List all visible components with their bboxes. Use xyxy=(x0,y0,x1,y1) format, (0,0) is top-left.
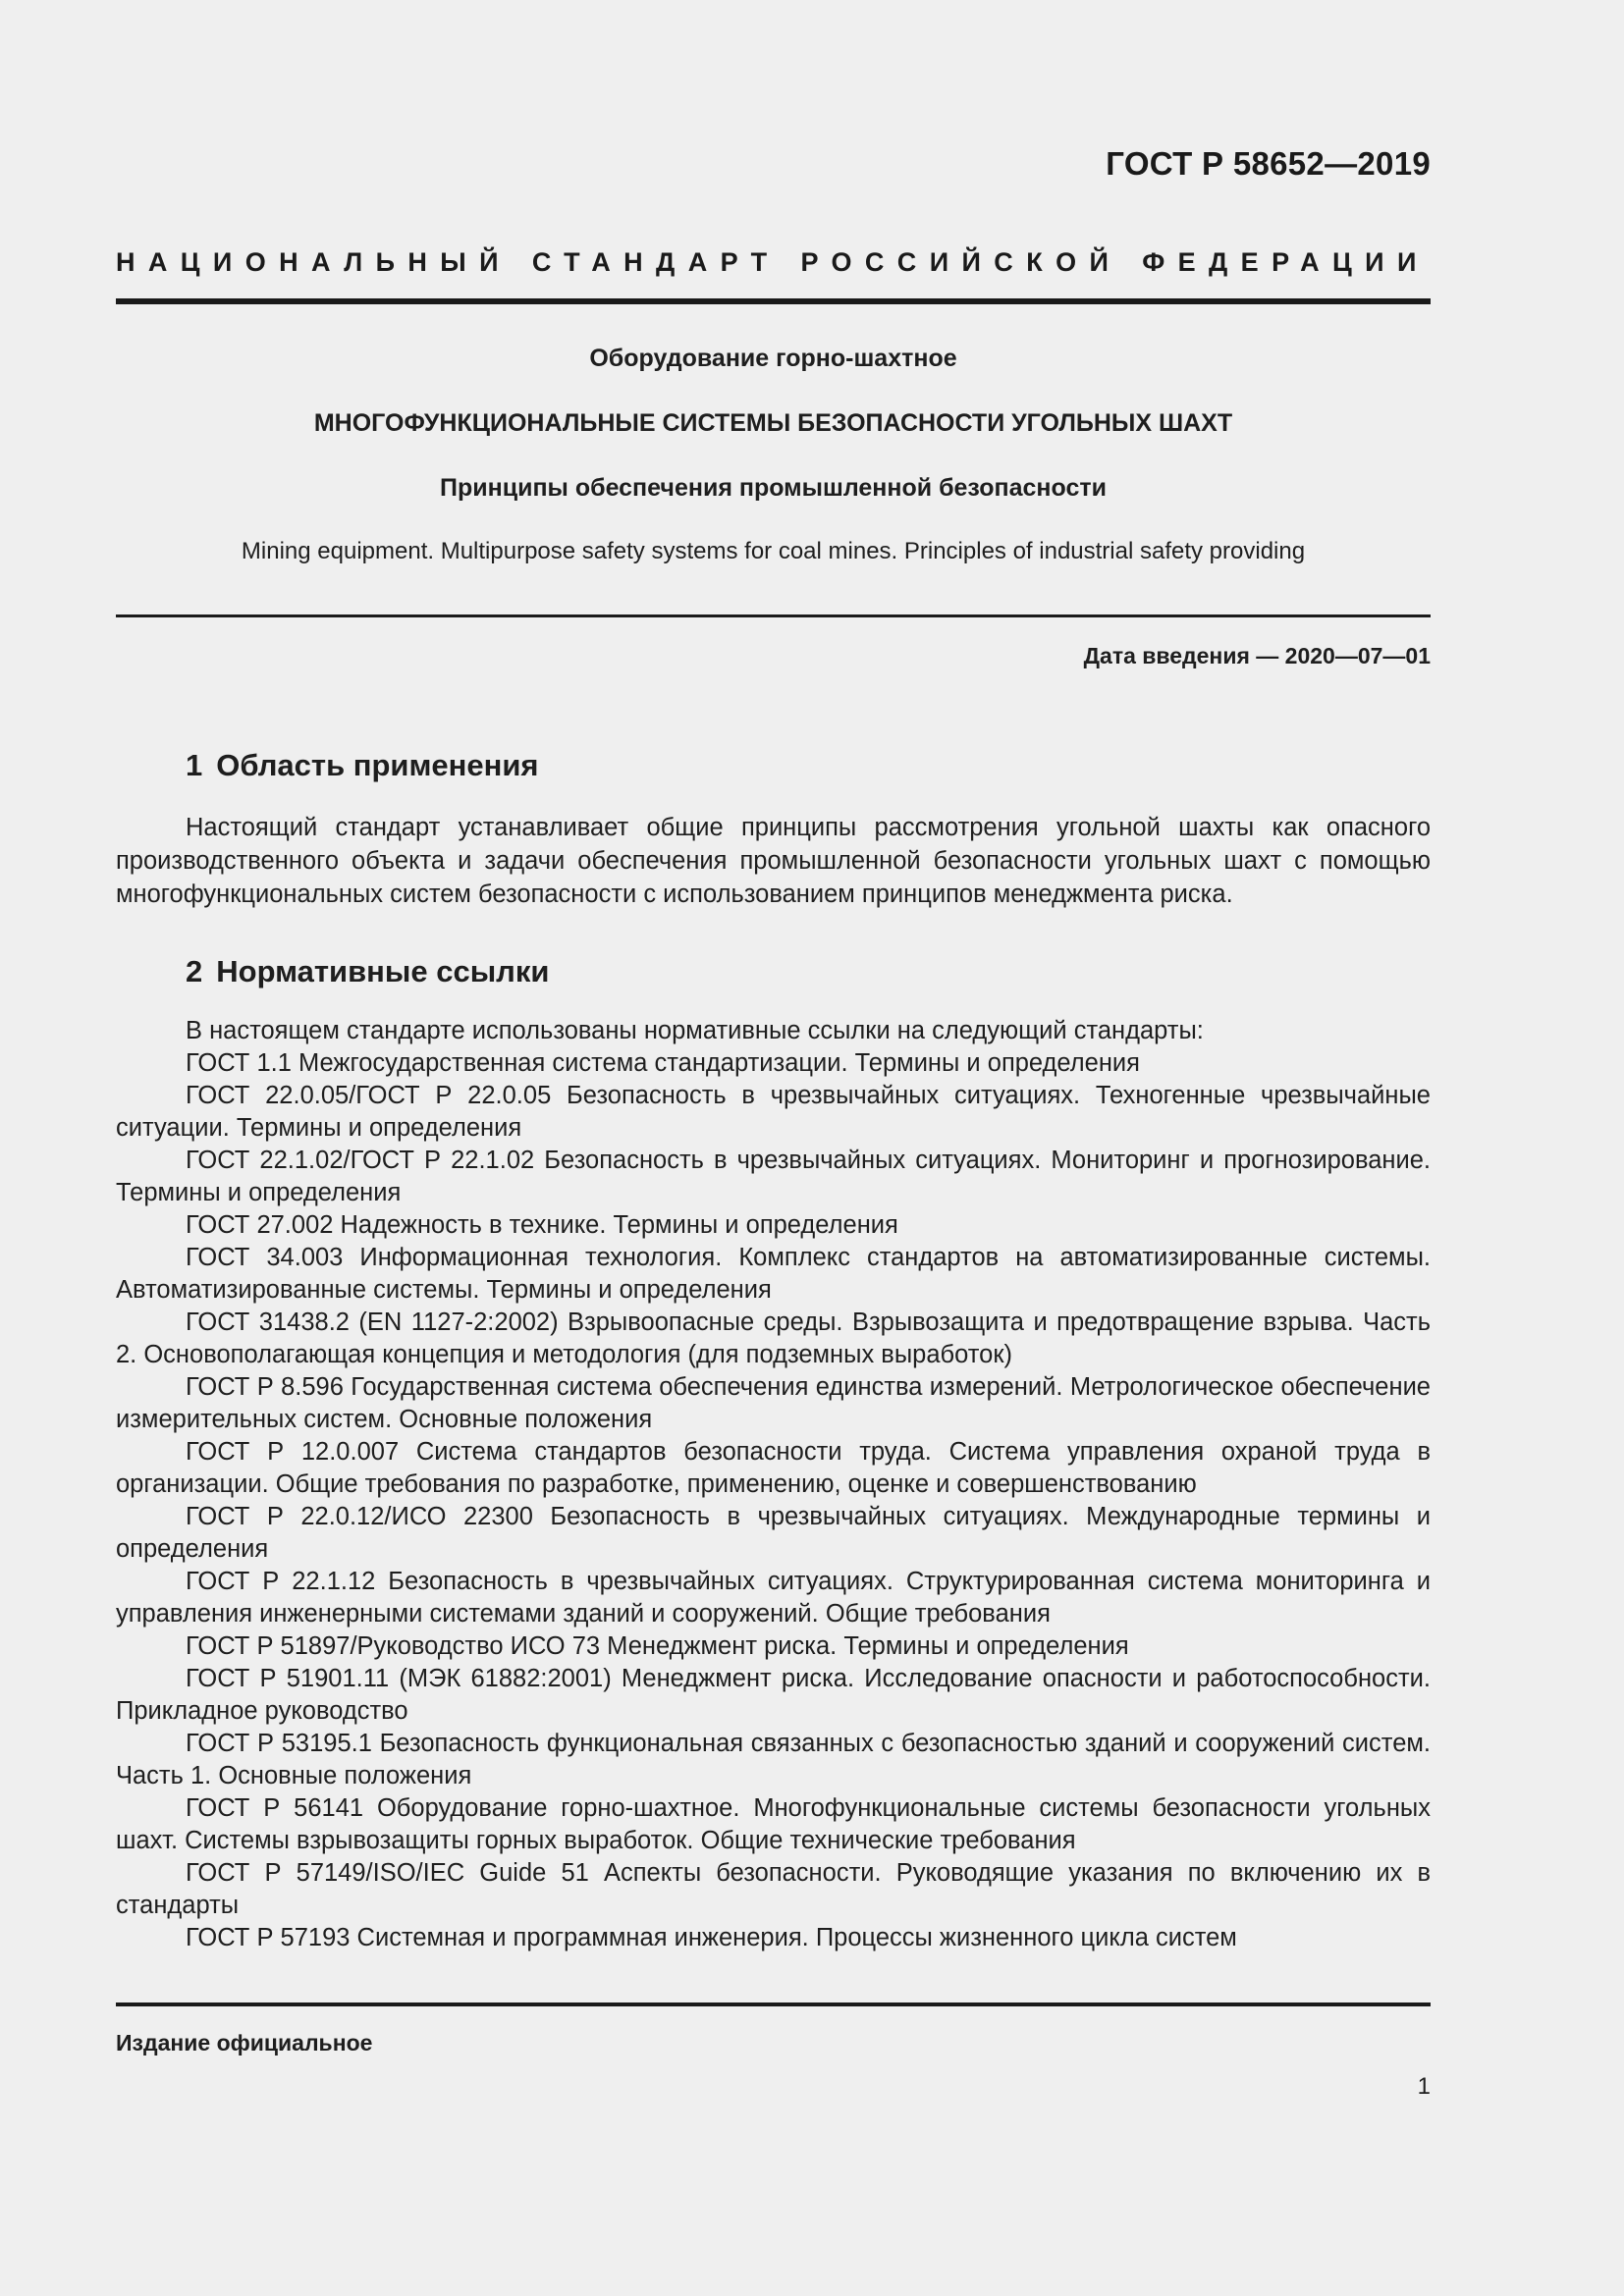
reference-item: ГОСТ 27.002 Надежность в технике. Термины и определения xyxy=(186,1211,898,1239)
title-category: Оборудование горно-шахтное xyxy=(589,345,957,372)
section-1-title: Область применения xyxy=(216,748,539,782)
reference-item: ГОСТ 34.003 Информационная технология. Комплекс стандартов на автоматизированные системы. Автоматизированные системы. Термины и определения xyxy=(116,1244,1431,1304)
normative-references-list xyxy=(116,1015,1431,1954)
section-2-number: 2 xyxy=(186,954,203,988)
document-page xyxy=(116,0,1431,2296)
reference-item: ГОСТ Р 57149/ISO/IEC Guide 51 Аспекты безопасности. Руководящие указания по включению их в стандарты xyxy=(116,1859,1431,1919)
references-intro: В настоящем стандарте использованы нормативные ссылки на следующий стандарты: xyxy=(186,1017,1204,1044)
introduction-date: Дата введения — 2020—07—01 xyxy=(1083,643,1431,668)
reference-item: ГОСТ 22.0.05/ГОСТ Р 22.0.05 Безопасность в чрезвычайных ситуациях. Техногенные чрезвычайные ситуации. Термины и определения xyxy=(116,1082,1431,1142)
reference-item: ГОСТ Р 8.596 Государственная система обеспечения единства измерений. Метрологическое обеспечение измерительных систем. Основные положения xyxy=(116,1373,1431,1433)
section-1-heading xyxy=(186,748,539,783)
section-2-heading xyxy=(186,954,549,989)
header-divider xyxy=(116,298,1431,304)
reference-item: ГОСТ Р 12.0.007 Система стандартов безопасности труда. Система управления охраной труда в организации. Общие требования по разработке, применению, оценке и совершенствованию xyxy=(116,1438,1431,1498)
document-id: ГОСТ Р 58652—2019 xyxy=(1106,145,1431,182)
title-divider xyxy=(116,614,1431,617)
page-number: 1 xyxy=(1417,2073,1431,2100)
reference-item: ГОСТ Р 22.1.12 Безопасность в чрезвычайных ситуациях. Структурированная система мониторинга и управления инженерными системами зданий и сооружений. Общие требования xyxy=(116,1568,1431,1628)
title-english: Mining equipment. Multipurpose safety systems for coal mines. Principles of industrial safety providing xyxy=(241,538,1306,564)
title-main: МНОГОФУНКЦИОНАЛЬНЫЕ СИСТЕМЫ БЕЗОПАСНОСТИ УГОЛЬНЫХ ШАХТ xyxy=(313,409,1233,437)
reference-item: ГОСТ 31438.2 (EN 1127-2:2002) Взрывоопасные среды. Взрывозащита и предотвращение взрыва. Часть 2. Основополагающая концепция и методология (для подземных выработок) xyxy=(116,1308,1431,1368)
reference-item: ГОСТ 22.1.02/ГОСТ Р 22.1.02 Безопасность в чрезвычайных ситуациях. Мониторинг и прогнозирование. Термины и определения xyxy=(116,1147,1431,1206)
section-1-text: Настоящий стандарт устанавливает общие принципы рассмотрения угольной шахты как опасного производственного объекта и задачи обеспечения промышленной безопасности угольных шахт с помощью многофункциональных систем безопасности с использованием принципов менеджмента риска. xyxy=(116,814,1431,908)
reference-item: ГОСТ Р 57193 Системная и программная инженерия. Процессы жизненного цикла систем xyxy=(186,1924,1237,1951)
section-1-number: 1 xyxy=(186,748,203,782)
reference-item: ГОСТ Р 51901.11 (МЭК 61882:2001) Менеджмент риска. Исследование опасности и работоспособности. Прикладное руководство xyxy=(116,1665,1431,1725)
footer-divider xyxy=(116,2002,1431,2006)
reference-item: ГОСТ Р 53195.1 Безопасность функциональная связанных с безопасностью зданий и сооружений систем. Часть 1. Основные положения xyxy=(116,1730,1431,1789)
reference-item: ГОСТ 1.1 Межгосударственная система стандартизации. Термины и определения xyxy=(186,1049,1140,1077)
reference-item: ГОСТ Р 56141 Оборудование горно-шахтное. Многофункциональные системы безопасности угольных шахт. Системы взрывозащиты горных выработок. Общие технические требования xyxy=(116,1794,1431,1854)
official-edition-label: Издание официальное xyxy=(116,2030,373,2056)
title-block xyxy=(116,342,1431,568)
reference-item: ГОСТ Р 22.0.12/ИСО 22300 Безопасность в чрезвычайных ситуациях. Международные термины и определения xyxy=(116,1503,1431,1563)
reference-item: ГОСТ Р 51897/Руководство ИСО 73 Менеджмент риска. Термины и определения xyxy=(186,1632,1129,1660)
national-standard-banner: НАЦИОНАЛЬНЫЙ СТАНДАРТ РОССИЙСКОЙ ФЕДЕРАЦИИ xyxy=(116,247,1430,277)
title-subtitle: Принципы обеспечения промышленной безопасности xyxy=(440,474,1107,502)
section-2-title: Нормативные ссылки xyxy=(216,954,550,988)
